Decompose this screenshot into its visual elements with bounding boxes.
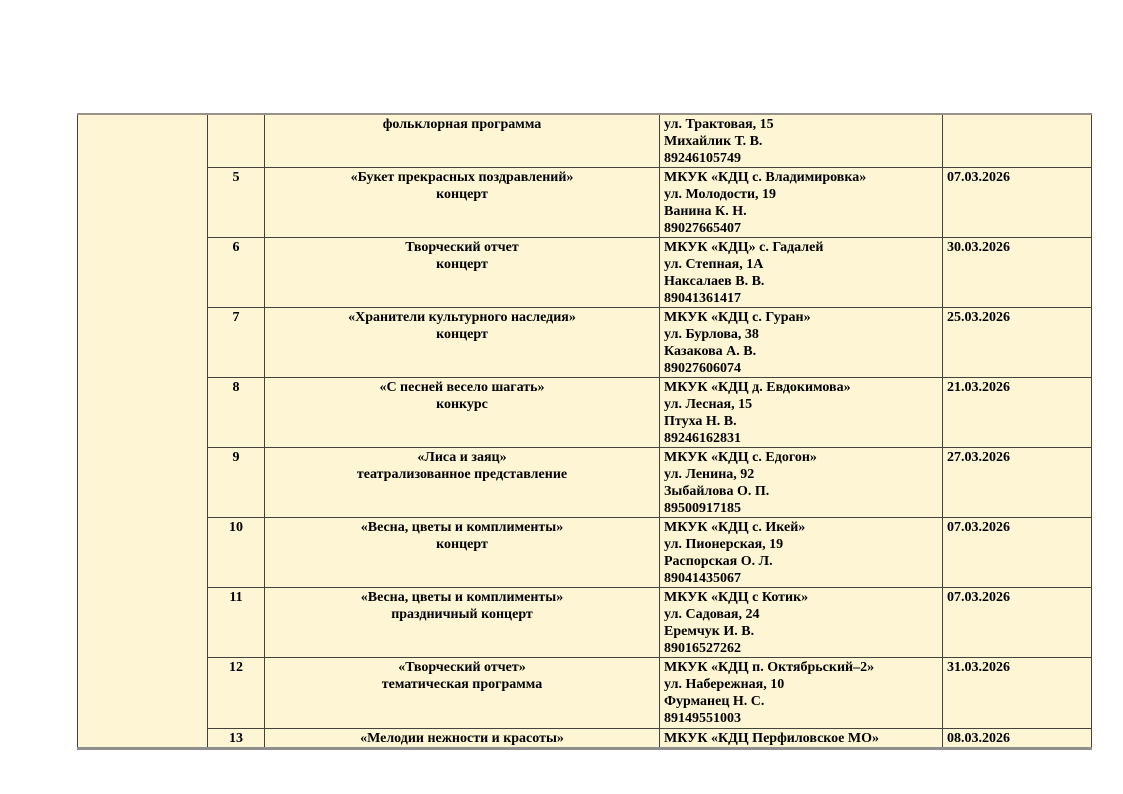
table-row (78, 729, 1092, 749)
venue-cell (660, 168, 943, 238)
venue-line: ул. Трактовая, 15 (664, 117, 774, 132)
venue-line: МКУК «КДЦ с. Гуран» (664, 310, 811, 325)
date-cell: 27.03.2026 (943, 448, 1092, 518)
event-name-cell (265, 658, 660, 729)
event-line: театрализованное представление (356, 467, 568, 482)
table-row (78, 168, 1092, 238)
table-row (78, 238, 1092, 308)
venue-cell (660, 238, 943, 308)
venue-line: ул. Молодости, 19 (664, 187, 777, 202)
table-row (78, 378, 1092, 448)
venue-line: 89041435067 (664, 571, 741, 586)
row-number-cell: 7 (208, 308, 265, 378)
event-line: «С песней весело шагать» (379, 380, 545, 395)
left-margin-cell (78, 114, 208, 749)
venue-line: 89246105749 (664, 151, 741, 166)
venue-line: Казакова А. В. (664, 344, 757, 359)
date-cell: 21.03.2026 (943, 378, 1092, 448)
event-line: «Лиса и заяц» (417, 450, 507, 465)
event-line: концерт (436, 257, 488, 272)
venue-line: ул. Набережная, 10 (664, 677, 785, 692)
date-cell: 07.03.2026 (943, 168, 1092, 238)
event-name-cell (265, 448, 660, 518)
date-cell: 08.03.2026 (943, 729, 1092, 749)
events-table-body (78, 114, 1092, 749)
event-name-cell (265, 729, 660, 749)
venue-line: ул. Степная, 1А (664, 257, 764, 272)
venue-line: 89500917185 (664, 501, 741, 516)
table-row (78, 114, 1092, 168)
venue-line: 89027606074 (664, 361, 741, 376)
row-number-cell: 9 (208, 448, 265, 518)
events-table (77, 113, 1092, 750)
row-number-cell (208, 114, 265, 168)
event-line: концерт (436, 327, 488, 342)
event-line: тематическая программа (381, 677, 543, 692)
event-line: Творческий отчет (405, 240, 519, 255)
venue-line: Ванина К. Н. (664, 204, 747, 219)
table-row (78, 518, 1092, 588)
venue-line: 89246162831 (664, 431, 741, 446)
venue-line: МКУК «КДЦ Перфиловское МО» (664, 731, 879, 746)
event-line: «Творческий отчет» (398, 660, 526, 675)
venue-line: МКУК «КДЦ с Котик» (664, 590, 809, 605)
event-line: «Мелодии нежности и красоты» (360, 731, 564, 746)
venue-cell (660, 308, 943, 378)
venue-line: МКУК «КДЦ д. Евдокимова» (664, 380, 851, 395)
event-name-cell (265, 588, 660, 658)
venue-line: МКУК «КДЦ с. Икей» (664, 520, 806, 535)
table-row (78, 308, 1092, 378)
event-line: «Хранители культурного наследия» (348, 310, 576, 325)
date-cell (943, 114, 1092, 168)
table-row (78, 588, 1092, 658)
event-line: «Весна, цветы и комплименты» (360, 590, 564, 605)
venue-line: Зыбайлова О. П. (664, 484, 770, 499)
event-line: «Весна, цветы и комплименты» (360, 520, 564, 535)
venue-line: 89016527262 (664, 641, 741, 656)
event-line: «Букет прекрасных поздравлений» (350, 170, 574, 185)
venue-line: ул. Пионерская, 19 (664, 537, 784, 552)
event-line: концерт (436, 187, 488, 202)
row-number-cell: 12 (208, 658, 265, 729)
event-name-cell (265, 378, 660, 448)
venue-line: Распорская О. Л. (664, 554, 773, 569)
row-number-cell: 13 (208, 729, 265, 749)
venue-line: МКУК «КДЦ» с. Гадалей (664, 240, 824, 255)
table-row (78, 448, 1092, 518)
venue-line: Фурманец Н. С. (664, 694, 765, 709)
venue-cell (660, 518, 943, 588)
date-cell: 07.03.2026 (943, 588, 1092, 658)
event-name-cell (265, 168, 660, 238)
venue-line: 89027665407 (664, 221, 741, 236)
venue-line: Еремчук И. В. (664, 624, 755, 639)
table-row (78, 658, 1092, 729)
venue-line: ул. Садовая, 24 (664, 607, 760, 622)
venue-line: 89041361417 (664, 291, 741, 306)
venue-line: ул. Бурлова, 38 (664, 327, 759, 342)
venue-cell (660, 658, 943, 729)
event-name-cell (265, 114, 660, 168)
event-name-cell (265, 518, 660, 588)
row-number-cell: 6 (208, 238, 265, 308)
venue-cell (660, 448, 943, 518)
date-cell: 31.03.2026 (943, 658, 1092, 729)
venue-line: Птуха Н. В. (664, 414, 737, 429)
venue-line: Наксалаев В. В. (664, 274, 765, 289)
event-line: конкурс (436, 397, 488, 412)
venue-line: ул. Лесная, 15 (664, 397, 753, 412)
venue-line: МКУК «КДЦ с. Владимировка» (664, 170, 867, 185)
venue-line: МКУК «КДЦ п. Октябрьский–2» (664, 660, 875, 675)
venue-line: 89149551003 (664, 711, 741, 726)
venue-line: ул. Ленина, 92 (664, 467, 755, 482)
venue-cell (660, 114, 943, 168)
venue-cell (660, 729, 943, 749)
date-cell: 25.03.2026 (943, 308, 1092, 378)
date-cell: 07.03.2026 (943, 518, 1092, 588)
row-number-cell: 8 (208, 378, 265, 448)
venue-cell (660, 378, 943, 448)
event-name-cell (265, 238, 660, 308)
row-number-cell: 11 (208, 588, 265, 658)
venue-line: Михайлик Т. В. (664, 134, 763, 149)
row-number-cell: 5 (208, 168, 265, 238)
row-number-cell: 10 (208, 518, 265, 588)
venue-cell (660, 588, 943, 658)
event-line: концерт (436, 537, 488, 552)
event-line: фольклорная программа (382, 117, 542, 132)
event-line: праздничный концерт (391, 607, 533, 622)
date-cell: 30.03.2026 (943, 238, 1092, 308)
event-name-cell (265, 308, 660, 378)
venue-line: МКУК «КДЦ с. Едогон» (664, 450, 817, 465)
